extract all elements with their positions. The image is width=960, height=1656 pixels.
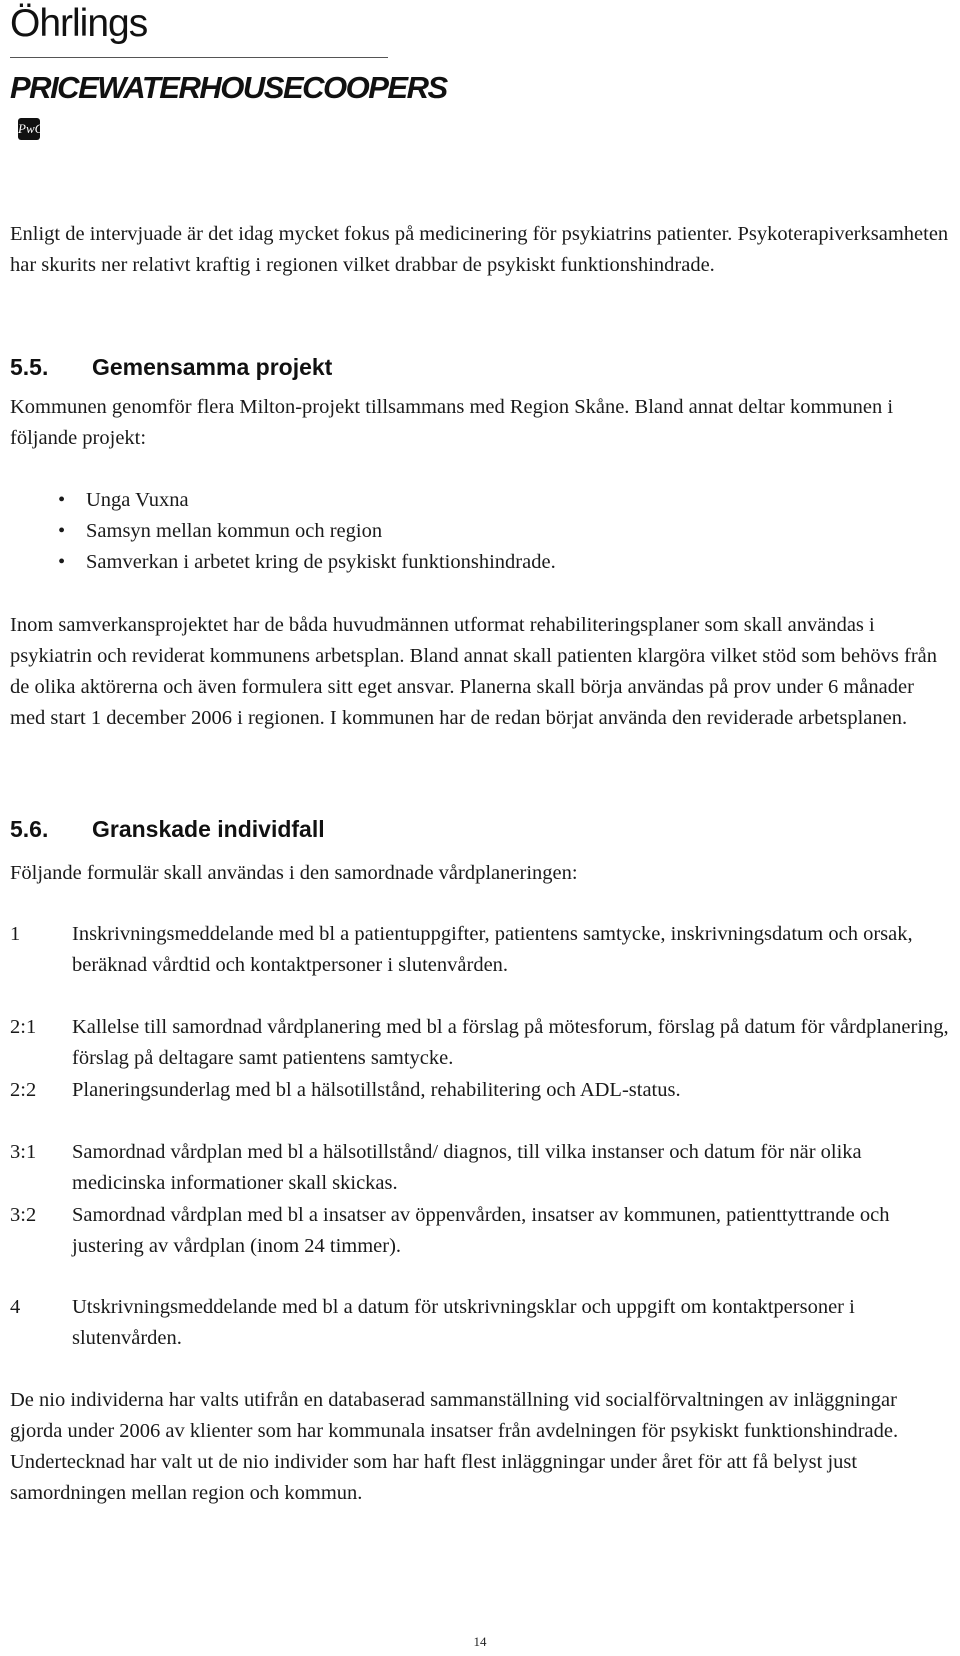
brand-pwc-wordmark: PRICEWATERHOUSECOOPERS — [10, 70, 447, 105]
form-item — [10, 919, 950, 981]
section-lead-paragraph: Följande formulär skall användas i den samordnade vårdplaneringen: — [10, 862, 578, 884]
form-item-code: 2:2 — [10, 1079, 37, 1101]
brand-mark-icon: PwC — [18, 118, 40, 140]
closing-paragraph: De nio individerna har valts utifrån en databaserad sammanställning vid socialförvaltningen av inläggningar gjorda under 2006 av klienter som har kommunala insatser från avdelningen för psykiskt funktionshindrade. Undertecknad har valt ut de nio individer som har haft flest inläggningar under året för att få belyst just samordningen mellan region och kommun. — [10, 1389, 899, 1504]
project-bullet-list — [10, 485, 556, 578]
bullet-icon: • — [58, 551, 66, 573]
form-item-text: Kallelse till samordnad vårdplanering med bl a förslag på mötesforum, förslag på datum för vårdplanering, förslag på deltagare samt patientens samtycke. — [72, 1016, 949, 1069]
form-item-code: 3:2 — [10, 1204, 37, 1226]
section-heading-5-5 — [10, 352, 332, 382]
section-heading-5-6 — [10, 814, 325, 844]
form-item-code: 2:1 — [10, 1016, 37, 1038]
form-item — [10, 1137, 950, 1199]
form-item-code: 4 — [10, 1296, 21, 1318]
form-item-text: Inskrivningsmeddelande med bl a patientuppgifter, patientens samtycke, inskrivningsdatum och orsak, beräknad vårdtid och kontaktpersoner i slutenvården. — [72, 923, 913, 976]
project-paragraph: Inom samverkansprojektet har de båda huvudmännen utformat rehabiliteringsplaner som skall användas i psykiatrin och reviderat kommunens arbetsplan. Bland annat skall patienten klargöra vilket stöd som behövs från de olika aktörerna och även formulera sitt eget ansvar. Planerna skall börja användas på prov under 6 månader med start 1 december 2006 i regionen. I kommunen har de redan börjat använda den reviderade arbetsplanen. — [10, 614, 938, 729]
list-item: • Unga Vuxna — [10, 485, 556, 516]
list-item: • Samverkan i arbetet kring de psykiskt funktionshindrade. — [10, 547, 556, 578]
form-item-code: 3:1 — [10, 1141, 37, 1163]
section-lead-paragraph: Kommunen genomför flera Milton-projekt tillsammans med Region Skåne. Bland annat deltar kommunen i följande projekt: — [10, 396, 894, 449]
page-number: 14 — [473, 1634, 487, 1649]
company-logo — [10, 2, 447, 140]
section-title: Gemensamma projekt — [92, 354, 333, 380]
form-item — [10, 1200, 950, 1262]
intro-paragraph: Enligt de intervjuade är det idag mycket fokus på medicinering för psykiatrins patienter. Psykoterapiverksamheten har skurits ner relativt kraftig i regionen vilket drabbar de psykiskt funktionshindrade. — [10, 223, 949, 276]
form-item-text: Samordnad vårdplan med bl a hälsotillstånd/ diagnos, till vilka instanser och datum för när olika medicinska informationer skall skickas. — [72, 1141, 862, 1194]
form-item-text: Utskrivningsmeddelande med bl a datum för utskrivningsklar och uppgift om kontaktpersoner i slutenvården. — [72, 1296, 855, 1349]
bullet-icon: • — [58, 489, 66, 511]
section-number: 5.5. — [10, 354, 49, 380]
form-item — [10, 1075, 950, 1106]
form-item — [10, 1012, 950, 1074]
section-number: 5.6. — [10, 816, 49, 842]
section-title: Granskade individfall — [92, 816, 325, 842]
brand-name: Öhrlings — [10, 2, 148, 45]
form-item-text: Samordnad vårdplan med bl a insatser av öppenvården, insatser av kommunen, patienttyttrande och justering av vårdplan (inom 24 timmer). — [72, 1204, 890, 1257]
form-item-text: Planeringsunderlag med bl a hälsotillstånd, rehabilitering och ADL-status. — [72, 1079, 681, 1101]
list-item: • Samsyn mellan kommun och region — [10, 516, 556, 547]
form-item — [10, 1292, 950, 1354]
bullet-icon: • — [58, 520, 66, 542]
form-item-code: 1 — [10, 923, 21, 945]
